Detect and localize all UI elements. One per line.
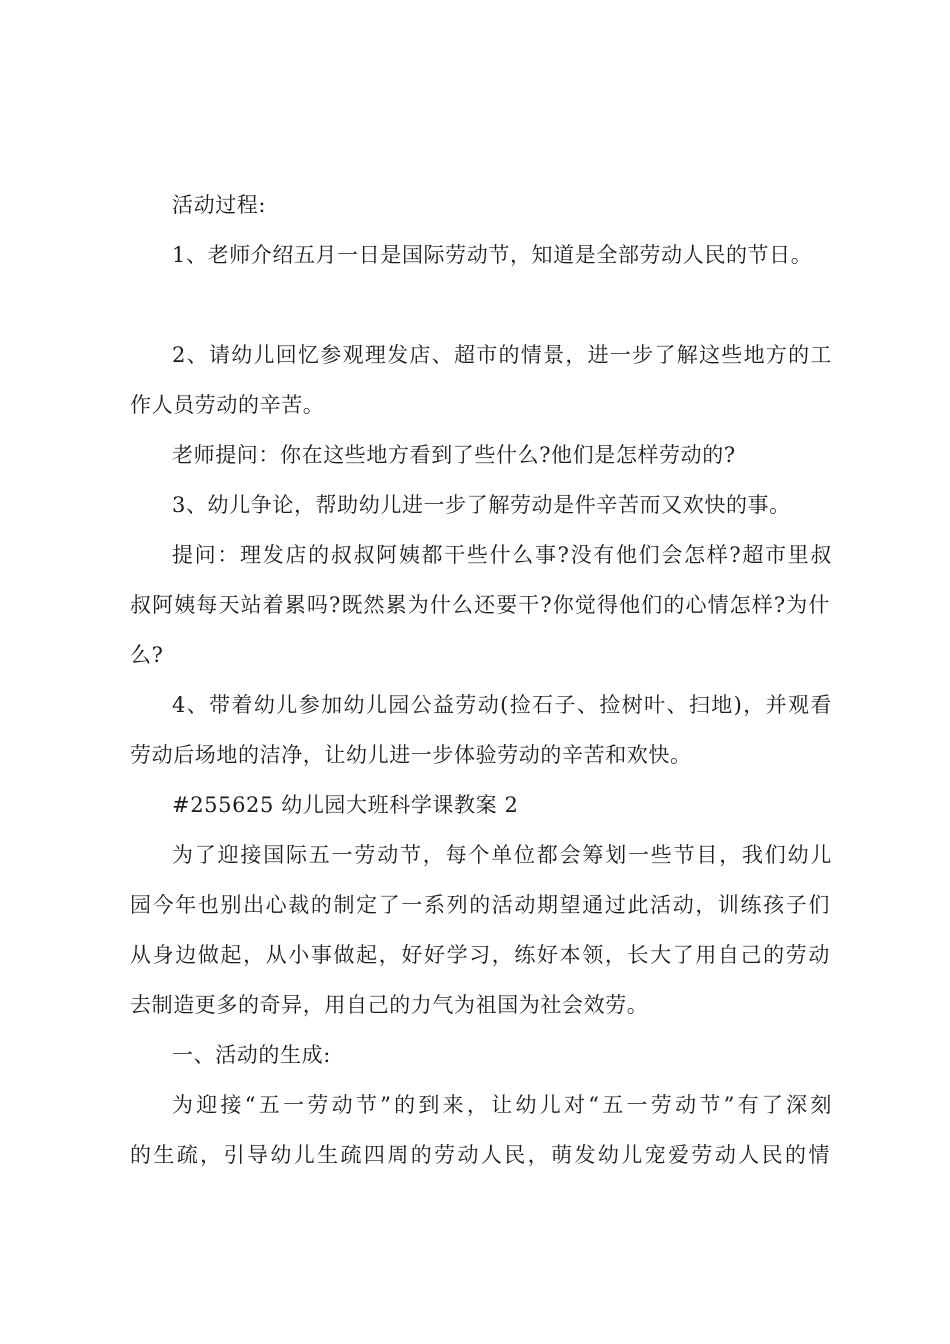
text-line: 为迎接“五一劳动节”的到来，让幼儿对“五一劳动节”有了深刻 (172, 1093, 832, 1117)
text-line: 4、带着幼儿参加幼儿园公益劳动(捡石子、捡树叶、扫地)，并观看 (172, 693, 832, 717)
text-line: 提问：理发店的叔叔阿姨都干些什么事?没有他们会怎样?超市里叔 (172, 543, 832, 567)
text-line: 去制造更多的奇异，用自己的力气为祖国为社会效劳。 (130, 993, 649, 1017)
text-line: 劳动后场地的洁净，让幼儿进一步体验劳动的辛苦和欢快。 (130, 743, 692, 767)
section-heading: #255625 幼儿园大班科学课教案 2 (172, 793, 519, 817)
text-line: 叔阿姨每天站着累吗?既然累为什么还要干?你觉得他们的心情怎样?为什 (130, 593, 830, 617)
text-line: 的生疏，引导幼儿生疏四周的劳动人民，萌发幼儿宠爱劳动人民的情 (130, 1143, 830, 1167)
text-line: 1、老师介绍五月一日是国际劳动节，知道是全部劳动人民的节日。 (172, 243, 813, 267)
section-heading: 一、活动的生成: (172, 1043, 331, 1067)
text-line: 活动过程: (172, 193, 267, 217)
text-line: 从身边做起，从小事做起，好好学习，练好本领，长大了用自己的劳动 (130, 943, 830, 967)
text-line: 老师提问：你在这些地方看到了些什么?他们是怎样劳动的? (172, 443, 736, 467)
text-line: 园今年也别出心裁的制定了一系列的活动期望通过此活动，训练孩子们 (130, 893, 830, 917)
text-line: 为了迎接国际五一劳动节，每个单位都会筹划一些节目，我们幼儿 (172, 843, 832, 867)
text-line: 2、请幼儿回忆参观理发店、超市的情景，进一步了解这些地方的工 (172, 343, 832, 367)
text-line: 作人员劳动的辛苦。 (130, 393, 325, 417)
text-line: 么? (130, 643, 164, 667)
text-line: 3、幼儿争论，帮助幼儿进一步了解劳动是件辛苦而又欢快的事。 (172, 493, 791, 517)
